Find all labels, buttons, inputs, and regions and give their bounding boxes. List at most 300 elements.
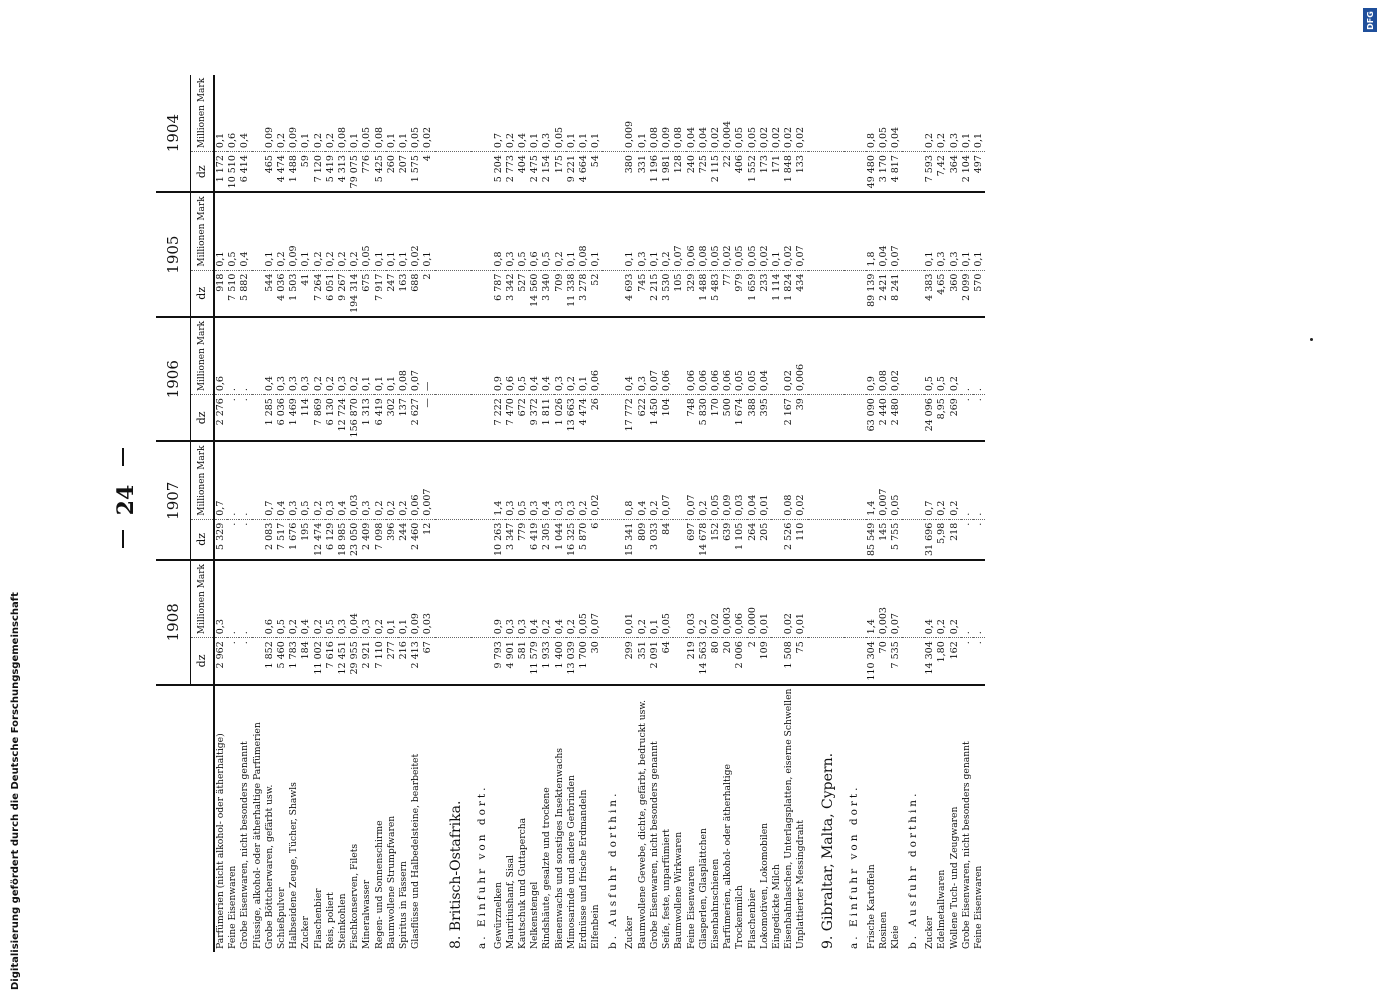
cell-million-mark: 0,05 xyxy=(578,560,590,638)
table-row xyxy=(578,75,590,952)
cell-million-mark: 0,5 xyxy=(517,317,529,395)
cell-dz: 675 xyxy=(361,270,373,317)
cell-million-mark: 0,1 xyxy=(771,192,783,270)
cell-dz: 12 474 xyxy=(313,519,325,560)
cell-million-mark: . xyxy=(973,317,985,395)
empty-cell xyxy=(602,519,624,560)
table-row xyxy=(949,75,961,952)
cell-dz xyxy=(673,638,685,685)
cell-million-mark: 0,02 xyxy=(783,317,795,395)
cell-million-mark: 0,08 xyxy=(374,75,386,152)
cell-million-mark: 0,06 xyxy=(722,317,734,395)
cell-million-mark: 0,4 xyxy=(337,441,349,519)
cell-million-mark: 0,4 xyxy=(529,317,541,395)
cell-dz: 9 221 xyxy=(566,152,578,193)
cell-million-mark: 0,05 xyxy=(734,317,746,395)
cell-dz xyxy=(771,395,783,442)
empty-cell xyxy=(602,270,624,317)
cell-dz: 233 xyxy=(759,270,771,317)
cell-million-mark: 0,2 xyxy=(949,560,961,638)
row-label: Zucker xyxy=(924,916,936,949)
cell-dz: 205 xyxy=(759,519,771,560)
cell-dz: 11 002 xyxy=(313,638,325,685)
cell-dz xyxy=(771,519,783,560)
cell-million-mark: 0,7 xyxy=(264,441,276,519)
cell-million-mark: 0,5 xyxy=(541,192,553,270)
cell-dz: 7 869 xyxy=(313,395,325,442)
row-label: Parfümerien (nicht alkohol- oder ätherhaltige) xyxy=(215,733,226,949)
cell-dz: 544 xyxy=(264,270,276,317)
cell-dz: 70 xyxy=(878,638,890,685)
row-label: Eisenbahnlaschen, Unterlagsplatten, eiserne Schwellen xyxy=(783,688,795,949)
year-header: 1905 xyxy=(156,192,191,317)
subsection-heading-row xyxy=(902,75,924,952)
cell-million-mark: 0,1 xyxy=(590,75,602,152)
cell-dz: 31 696 xyxy=(924,519,936,560)
cell-million-mark: 0,08 xyxy=(673,75,685,152)
table-row xyxy=(337,75,349,952)
cell-million-mark: 0,1 xyxy=(386,317,398,395)
cell-million-mark: 0,2 xyxy=(554,192,566,270)
cell-dz: 145 xyxy=(878,519,890,560)
row-label: Gewürznelken xyxy=(492,881,504,949)
cell-dz: 2 215 xyxy=(649,270,661,317)
row-label: Kleie xyxy=(889,925,901,949)
cell-dz: 7 616 xyxy=(325,638,337,685)
cell-million-mark: — xyxy=(422,317,434,395)
cell-million-mark: 0,3 xyxy=(325,441,337,519)
cell-dz: 104 xyxy=(661,395,673,442)
cell-dz: 497 xyxy=(973,152,985,193)
cell-million-mark: 0,6 xyxy=(227,75,239,152)
speck xyxy=(1310,338,1313,341)
empty-cell xyxy=(844,270,866,317)
cell-million-mark: 0,4 xyxy=(624,317,636,395)
cell-million-mark: 0,02 xyxy=(759,75,771,152)
cell-dz: 725 xyxy=(698,152,710,193)
year-header-row xyxy=(156,75,191,952)
cell-dz: . xyxy=(239,519,251,560)
row-label: Schießpulver xyxy=(276,887,288,949)
cell-million-mark: 0,2 xyxy=(313,75,325,152)
cell-dz: 4 693 xyxy=(624,270,636,317)
empty-cell xyxy=(602,75,624,152)
cell-dz: 5 425 xyxy=(374,152,386,193)
cell-million-mark: 0,1 xyxy=(590,192,602,270)
cell-million-mark: 0,4 xyxy=(637,441,649,519)
cell-dz: 59 xyxy=(300,152,312,193)
row-label: Nelkenstengel xyxy=(529,881,541,949)
empty-cell xyxy=(808,441,844,519)
table-row xyxy=(686,75,698,952)
cell-dz: — xyxy=(422,395,434,442)
cell-million-mark: 0,2 xyxy=(649,441,661,519)
table-row xyxy=(349,75,361,952)
cell-million-mark: 0,09 xyxy=(264,75,276,152)
cell-dz: 5,98 xyxy=(936,519,948,560)
empty-cell xyxy=(902,560,924,638)
cell-dz: 6 036 xyxy=(276,395,288,442)
cell-dz: 170 xyxy=(710,395,722,442)
cell-million-mark xyxy=(252,317,264,395)
cell-dz: 2 115 xyxy=(710,152,722,193)
subsection-heading-row xyxy=(602,75,624,952)
table-row xyxy=(878,75,890,952)
statistics-table-rotated xyxy=(156,77,1241,952)
cell-million-mark: 0,9 xyxy=(493,317,505,395)
cell-million-mark: 0,09 xyxy=(410,560,422,638)
cell-million-mark: 0,8 xyxy=(624,441,636,519)
cell-million-mark: 0,08 xyxy=(398,317,410,395)
empty-cell xyxy=(471,560,493,638)
table-row xyxy=(554,75,566,952)
cell-dz xyxy=(252,395,264,442)
row-label: Fischkonserven, Filets xyxy=(349,843,361,949)
cell-dz: 18 985 xyxy=(337,519,349,560)
empty-cell xyxy=(435,395,471,442)
cell-million-mark: 0,08 xyxy=(337,75,349,152)
subsection-heading-row xyxy=(471,75,493,952)
cell-million-mark: 0,3 xyxy=(936,192,948,270)
cell-dz: 1,80 xyxy=(936,638,948,685)
cell-dz: 2 475 xyxy=(529,152,541,193)
row-label: Feine Eisenwaren xyxy=(972,865,984,949)
year-header: 1904 xyxy=(156,75,191,193)
cell-dz: 7,42 xyxy=(936,152,948,193)
cell-dz: 240 xyxy=(686,152,698,193)
cell-dz: 360 xyxy=(949,270,961,317)
cell-dz: 1 700 xyxy=(578,638,590,685)
table-row xyxy=(313,75,325,952)
cell-million-mark: 0,02 xyxy=(783,75,795,152)
cell-dz: . xyxy=(227,395,239,442)
cell-dz: 9 793 xyxy=(493,638,505,685)
cell-dz: 2 091 xyxy=(649,638,661,685)
label-column-header xyxy=(156,685,214,952)
table-row xyxy=(214,75,227,952)
cell-million-mark: 0,1 xyxy=(386,75,398,152)
cell-dz: 80 xyxy=(710,638,722,685)
cell-dz: 2 409 xyxy=(361,519,373,560)
cell-million-mark: 0,09 xyxy=(722,441,734,519)
cell-million-mark: 0,04 xyxy=(686,75,698,152)
empty-cell xyxy=(602,638,624,685)
cell-million-mark: 0,5 xyxy=(276,560,288,638)
cell-dz: 1 824 xyxy=(783,270,795,317)
cell-million-mark: 0,02 xyxy=(890,317,902,395)
cell-million-mark: 0,03 xyxy=(734,441,746,519)
empty-cell xyxy=(808,560,844,638)
cell-million-mark: 0,3 xyxy=(949,75,961,152)
row-label: Flüssige, alkohol- oder ätherhaltige Parfümerien xyxy=(251,722,263,949)
table-row xyxy=(300,75,312,952)
cell-dz: 7 593 xyxy=(924,152,936,193)
cell-dz: 207 xyxy=(398,152,410,193)
table-row xyxy=(936,75,948,952)
cell-million-mark: . xyxy=(239,317,251,395)
cell-million-mark: 0,1 xyxy=(529,75,541,152)
table-row xyxy=(288,75,300,952)
cell-million-mark: 0,1 xyxy=(386,560,398,638)
cell-dz: 6 129 xyxy=(325,519,337,560)
cell-million-mark: 0,2 xyxy=(276,192,288,270)
cell-million-mark: 0,05 xyxy=(734,192,746,270)
row-label: Frische Kartoffeln xyxy=(865,864,877,949)
empty-cell xyxy=(808,317,844,395)
table-row xyxy=(673,75,685,952)
cell-dz: 54 xyxy=(590,152,602,193)
cell-million-mark: 0,2 xyxy=(949,441,961,519)
cell-million-mark: 0,8 xyxy=(493,192,505,270)
cell-million-mark: 0,1 xyxy=(300,192,312,270)
empty-cell xyxy=(471,75,493,152)
cell-million-mark: 0,9 xyxy=(866,317,878,395)
table-row xyxy=(698,75,710,952)
cell-million-mark: 0,1 xyxy=(624,192,636,270)
cell-dz: 2 083 xyxy=(264,519,276,560)
cell-dz xyxy=(771,638,783,685)
table-row xyxy=(783,75,795,952)
cell-million-mark: 0,07 xyxy=(795,192,807,270)
cell-dz: 5 460 xyxy=(276,638,288,685)
cell-dz: 4 313 xyxy=(337,152,349,193)
table-row xyxy=(325,75,337,952)
year-header: 1908 xyxy=(156,560,191,685)
cell-million-mark: 0,1 xyxy=(398,560,410,638)
cell-million-mark: 0,1 xyxy=(649,192,661,270)
table-row xyxy=(566,75,578,952)
cell-million-mark: 0,4 xyxy=(554,560,566,638)
cell-million-mark: 0,3 xyxy=(288,441,300,519)
row-label: Elfenbein xyxy=(590,904,602,949)
cell-million-mark: 0,2 xyxy=(313,560,325,638)
cell-million-mark: 0,03 xyxy=(349,441,361,519)
cell-dz: 1 469 xyxy=(288,395,300,442)
cell-million-mark: 0,2 xyxy=(313,192,325,270)
cell-dz: 24 096 xyxy=(924,395,936,442)
cell-dz: 1 450 xyxy=(649,395,661,442)
cell-million-mark: 0,009 xyxy=(624,75,636,152)
cell-million-mark: 0,006 xyxy=(795,317,807,395)
cell-dz: 1 105 xyxy=(734,519,746,560)
cell-million-mark: 0,2 xyxy=(936,441,948,519)
cell-dz: 14 563 xyxy=(698,638,710,685)
cell-dz: 7 098 xyxy=(374,519,386,560)
cell-million-mark: 0,7 xyxy=(493,75,505,152)
cell-dz: 1 196 xyxy=(649,152,661,193)
cell-dz: 688 xyxy=(410,270,422,317)
cell-dz: 128 xyxy=(673,152,685,193)
row-label: Mimosarinde und andere Gerbrinden xyxy=(565,775,577,949)
cell-dz: 2 xyxy=(422,270,434,317)
cell-dz: 11 579 xyxy=(529,638,541,685)
cell-million-mark: 0,4 xyxy=(276,441,288,519)
cell-million-mark: 0,02 xyxy=(422,75,434,152)
empty-cell xyxy=(808,270,844,317)
table-row xyxy=(961,75,973,952)
cell-million-mark: 0,06 xyxy=(698,317,710,395)
cell-million-mark: 0,003 xyxy=(722,560,734,638)
cell-million-mark: 0,2 xyxy=(276,75,288,152)
subsection-heading-row xyxy=(844,75,866,952)
cell-million-mark: 0,4 xyxy=(541,441,553,519)
table-row xyxy=(722,75,734,952)
cell-million-mark: 0,06 xyxy=(734,560,746,638)
cell-million-mark: 0,2 xyxy=(698,560,710,638)
empty-cell xyxy=(471,270,493,317)
table-row xyxy=(398,75,410,952)
cell-dz: 2 480 xyxy=(890,395,902,442)
cell-million-mark: 0,01 xyxy=(759,560,771,638)
cell-million-mark: . xyxy=(227,317,239,395)
cell-million-mark: 0,1 xyxy=(361,317,373,395)
cell-million-mark: 0,7 xyxy=(924,441,936,519)
cell-million-mark: 0,05 xyxy=(710,441,722,519)
cell-dz: 63 090 xyxy=(866,395,878,442)
row-label: Mauritiushanf, Sisal xyxy=(504,855,516,949)
empty-cell xyxy=(844,317,866,395)
cell-dz: 2 921 xyxy=(361,638,373,685)
cell-dz: 4 xyxy=(422,152,434,193)
cell-dz: 331 xyxy=(637,152,649,193)
cell-million-mark: 0,2 xyxy=(949,317,961,395)
cell-million-mark: 0,004 xyxy=(722,75,734,152)
unit-million-mark-header: Millionen Mark xyxy=(191,441,215,519)
cell-million-mark: 0,04 xyxy=(759,317,771,395)
cell-dz: 3 340 xyxy=(541,270,553,317)
empty-cell xyxy=(844,192,866,270)
cell-million-mark: 0,1 xyxy=(349,75,361,152)
subsection-heading: a. Einfuhr von dort. xyxy=(848,784,861,949)
cell-million-mark: 0,3 xyxy=(288,317,300,395)
cell-million-mark: 0,07 xyxy=(590,560,602,638)
cell-million-mark: 0,6 xyxy=(214,317,227,395)
cell-dz: 6 xyxy=(590,519,602,560)
table-row xyxy=(505,75,517,952)
cell-dz: 14 678 xyxy=(698,519,710,560)
cell-dz: 184 xyxy=(300,638,312,685)
section-heading: 8. Britisch-Ostafrika. xyxy=(447,800,464,949)
cell-million-mark: 0,05 xyxy=(361,192,373,270)
cell-dz: 7 120 xyxy=(313,152,325,193)
cell-million-mark xyxy=(252,192,264,270)
cell-dz: 15 341 xyxy=(624,519,636,560)
cell-million-mark xyxy=(771,560,783,638)
cell-million-mark: 0,2 xyxy=(566,317,578,395)
cell-million-mark: 0,08 xyxy=(783,441,795,519)
page-number: 24 xyxy=(113,484,139,516)
cell-million-mark xyxy=(252,75,264,152)
cell-dz: 299 xyxy=(624,638,636,685)
cell-million-mark: 0,2 xyxy=(374,441,386,519)
cell-dz: 1 981 xyxy=(661,152,673,193)
cell-million-mark: 0,3 xyxy=(505,441,517,519)
cell-dz: 351 xyxy=(637,638,649,685)
cell-dz: 2 099 xyxy=(961,270,973,317)
cell-dz: 109 xyxy=(759,638,771,685)
cell-million-mark: 0,7 xyxy=(214,441,227,519)
cell-million-mark: 0,1 xyxy=(214,192,227,270)
cell-million-mark: 0,1 xyxy=(566,192,578,270)
row-label: Baumwollene Gewebe, dichte, gefärbt, bedruckt usw. xyxy=(636,699,648,949)
cell-dz: 7 222 xyxy=(493,395,505,442)
cell-dz: 6 051 xyxy=(325,270,337,317)
table-row xyxy=(590,75,602,952)
empty-cell xyxy=(471,317,493,395)
cell-dz: 75 xyxy=(795,638,807,685)
cell-dz: 5 204 xyxy=(493,152,505,193)
cell-million-mark: 0,1 xyxy=(566,75,578,152)
cell-dz: 1 852 xyxy=(264,638,276,685)
cell-dz: 1 811 xyxy=(541,395,553,442)
cell-million-mark: 0,05 xyxy=(554,75,566,152)
cell-million-mark xyxy=(673,441,685,519)
cell-million-mark: 0,03 xyxy=(686,560,698,638)
cell-dz xyxy=(252,519,264,560)
cell-million-mark: 0,01 xyxy=(624,560,636,638)
cell-dz: 163 xyxy=(398,270,410,317)
cell-million-mark: 0,07 xyxy=(661,441,673,519)
cell-dz: 133 xyxy=(795,152,807,193)
cell-dz: 269 xyxy=(949,395,961,442)
cell-million-mark: 0,05 xyxy=(890,441,902,519)
cell-million-mark: 0,2 xyxy=(349,192,361,270)
cell-dz: 41 xyxy=(300,270,312,317)
cell-dz: 105 xyxy=(673,270,685,317)
empty-cell xyxy=(808,638,844,685)
empty-cell xyxy=(471,395,493,442)
cell-million-mark: 0,2 xyxy=(541,560,553,638)
table-row xyxy=(361,75,373,952)
cell-dz: 979 xyxy=(734,270,746,317)
cell-dz: 39 xyxy=(795,395,807,442)
cell-dz xyxy=(252,152,264,193)
cell-million-mark: 0,02 xyxy=(771,75,783,152)
row-label: Flaschenbier xyxy=(312,888,324,949)
cell-million-mark: 0,09 xyxy=(288,192,300,270)
cell-dz: 11 338 xyxy=(566,270,578,317)
cell-dz: 1 676 xyxy=(288,519,300,560)
unit-dz-header: dz xyxy=(191,519,215,560)
cell-million-mark: 0,05 xyxy=(410,75,422,152)
row-label: Feine Eisenwaren xyxy=(227,865,239,949)
empty-cell xyxy=(602,192,624,270)
cell-million-mark: 0,3 xyxy=(505,192,517,270)
row-label: Lokomotiven, Lokomobilen xyxy=(758,822,770,949)
cell-dz: 1 172 xyxy=(214,152,227,193)
cell-dz: 7 264 xyxy=(313,270,325,317)
row-label: Kautschuk und Guttapercha xyxy=(517,817,529,949)
cell-dz: 22 xyxy=(722,152,734,193)
empty-cell xyxy=(602,560,624,638)
cell-million-mark: 0,05 xyxy=(734,75,746,152)
unit-dz-header: dz xyxy=(191,270,215,317)
empty-cell xyxy=(902,192,924,270)
cell-million-mark: 0,3 xyxy=(276,317,288,395)
table-row xyxy=(866,75,878,952)
cell-million-mark: 0,07 xyxy=(686,441,698,519)
cell-dz: 388 xyxy=(747,395,759,442)
cell-million-mark: 0,1 xyxy=(961,192,973,270)
cell-dz: 13 039 xyxy=(566,638,578,685)
cell-million-mark: 0,02 xyxy=(759,192,771,270)
row-label: Baumwollene Strumpfwaren xyxy=(385,815,397,949)
cell-million-mark: 0,07 xyxy=(410,317,422,395)
cell-million-mark: 0,02 xyxy=(795,441,807,519)
cell-dz: 622 xyxy=(637,395,649,442)
cell-million-mark: 0,01 xyxy=(795,560,807,638)
cell-dz: 6 130 xyxy=(325,395,337,442)
